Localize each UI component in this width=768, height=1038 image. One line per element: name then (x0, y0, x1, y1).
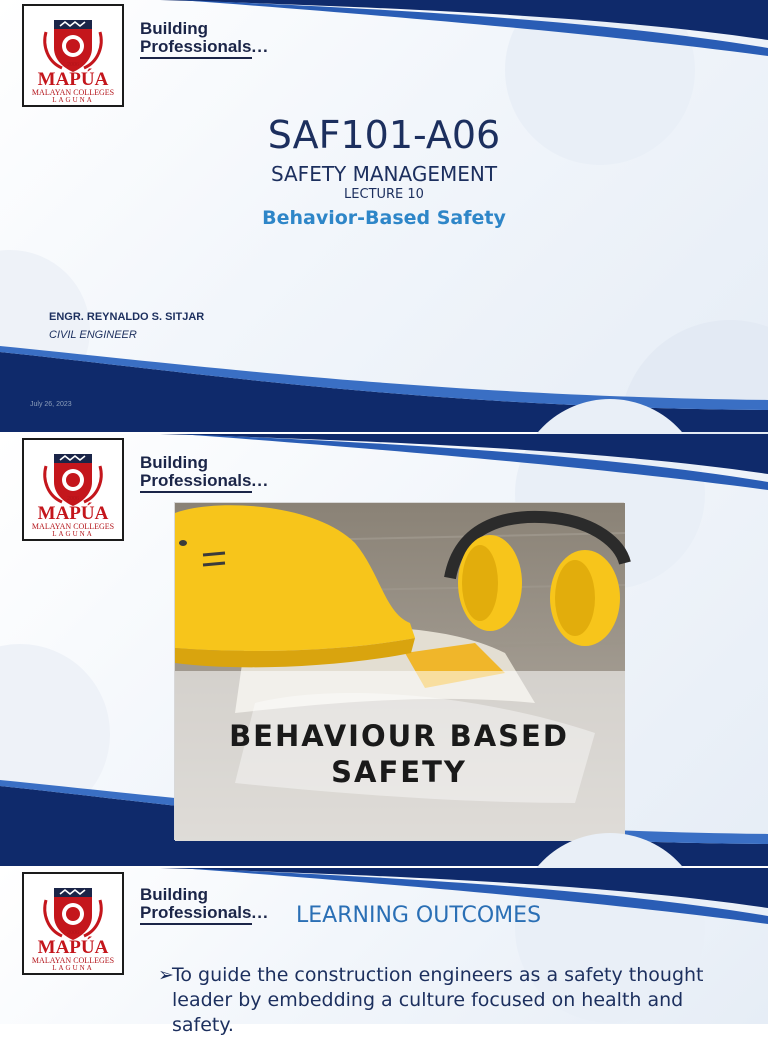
tagline-line2: Professionals (140, 904, 252, 925)
logo-year: 2006 (67, 496, 79, 502)
bullet-text-line1: To guide the construction engineers as a safety thought (172, 964, 704, 986)
tagline-line1: Building (140, 885, 208, 904)
tagline-line1: Building (140, 453, 208, 472)
logo-year: 2006 (67, 930, 79, 936)
logo-name: MAPÚA (37, 937, 109, 958)
logo-subtitle: MALAYAN COLLEGES (31, 522, 115, 531)
tagline-line2: Professionals (140, 472, 252, 493)
brand-tagline (140, 20, 269, 59)
slide-learning-outcomes (0, 868, 768, 1036)
safety-gear-illustration (175, 503, 625, 841)
school-logo (22, 872, 124, 975)
logo-subtitle: MALAYAN COLLEGES (31, 88, 115, 97)
course-title: SAFETY MANAGEMENT (270, 162, 498, 186)
learning-outcomes-heading: LEARNING OUTCOMES (296, 903, 542, 928)
tagline-line2: Professionals (140, 38, 252, 59)
tagline-dots: ... (251, 903, 269, 922)
logo-location: LAGUNA (52, 96, 94, 104)
logo-location: LAGUNA (52, 530, 94, 538)
lecture-topic: Behavior-Based Safety (262, 207, 506, 229)
brand-tagline (140, 454, 269, 493)
slide-date: July 26, 2023 (30, 401, 72, 408)
logo-name: MAPÚA (37, 503, 109, 524)
tagline-line1: Building (140, 19, 208, 38)
brand-tagline (140, 886, 269, 925)
logo-location: LAGUNA (52, 964, 94, 972)
logo-subtitle: MALAYAN COLLEGES (31, 956, 115, 965)
logo-year: 2006 (67, 62, 79, 68)
slide-title (0, 0, 768, 432)
safety-gear-photo (174, 502, 624, 840)
tagline-dots: ... (251, 37, 269, 56)
learning-outcome-item (158, 963, 748, 1038)
image-caption-line2: SAFETY (331, 755, 467, 789)
school-logo (22, 438, 124, 541)
image-caption-line1: BEHAVIOUR BASED (229, 719, 569, 753)
course-code: SAF101-A06 (267, 113, 501, 157)
tagline-dots: ... (251, 471, 269, 490)
arrow-bullet-icon: ➢ (158, 964, 174, 986)
lecture-number: LECTURE 10 (344, 187, 424, 202)
author-role: CIVIL ENGINEER (49, 329, 137, 341)
slide-image (0, 434, 768, 866)
author-name: ENGR. REYNALDO S. SITJAR (49, 311, 205, 323)
bullet-text-line2: leader by embedding a culture focused on health and safety. (172, 989, 684, 1036)
logo-name: MAPÚA (37, 69, 109, 90)
school-logo (22, 4, 124, 107)
